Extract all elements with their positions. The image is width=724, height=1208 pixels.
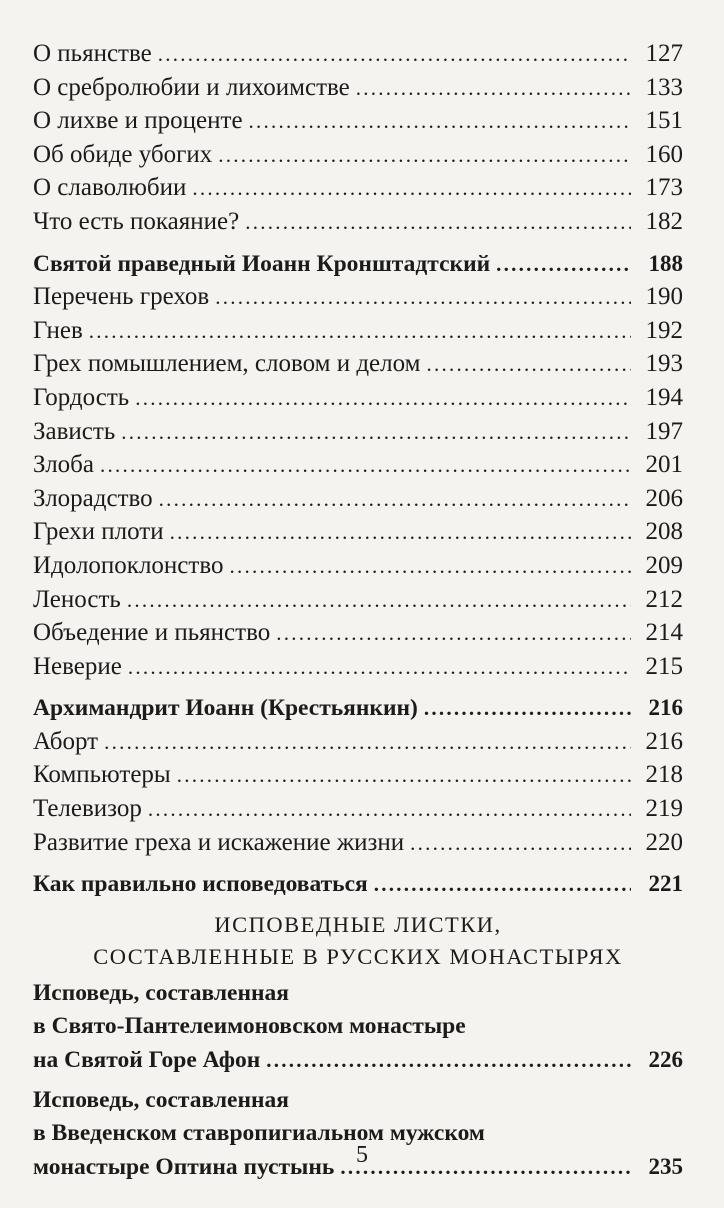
toc-entry-page: 182 <box>645 207 683 235</box>
dot-leader <box>121 416 631 450</box>
toc-entry-title: Грех помышлением, словом и делом <box>33 350 421 378</box>
toc-entry <box>33 792 683 826</box>
toc-entry <box>33 37 683 71</box>
dot-leader <box>89 315 631 349</box>
toc-entry <box>33 725 683 759</box>
dot-leader <box>496 248 631 282</box>
toc-entry-title: Грехи плоти <box>33 518 164 546</box>
toc-entry-title: Развитие греха и искажение жизни <box>33 828 405 856</box>
toc-group-b <box>33 280 683 683</box>
toc-entry-page: 208 <box>645 518 683 546</box>
dot-leader <box>374 868 631 902</box>
toc-entry-title: О пьянстве <box>33 40 152 67</box>
toc-entry-page: 173 <box>645 174 683 202</box>
toc-entry <box>33 482 683 516</box>
dot-leader <box>266 1044 631 1078</box>
toc-group-c <box>33 725 683 859</box>
toc-entry <box>33 616 683 650</box>
toc-section-last-line <box>33 1043 683 1077</box>
toc-entry-title: Злорадство <box>33 484 153 512</box>
toc-section-title-line: монастыре Оптина пустынь <box>33 1154 335 1181</box>
dot-leader <box>218 139 631 173</box>
toc-entry <box>33 71 683 105</box>
toc-section-athos <box>33 977 683 1077</box>
dot-leader <box>356 72 631 106</box>
toc-section-page: 188 <box>648 250 683 276</box>
toc-section-title: Архимандрит Иоанн (Крестьянкин) <box>33 695 418 722</box>
spacer <box>33 683 683 691</box>
toc-group-a <box>33 37 683 239</box>
dot-leader <box>424 692 631 726</box>
toc-entry-page: 194 <box>645 383 683 411</box>
toc-entry <box>33 826 683 860</box>
dot-leader <box>127 584 631 618</box>
toc-entry-page: 192 <box>645 316 683 344</box>
toc-entry-page: 215 <box>645 652 683 680</box>
toc-section-title-line: Исповедь, составленная <box>33 1087 290 1114</box>
toc-section-page: 226 <box>648 1046 683 1072</box>
toc-entry-title: Идолопоклонство <box>33 551 224 579</box>
toc-entry-title: Гнев <box>33 316 83 344</box>
toc-entry <box>33 138 683 172</box>
toc-section-page: 235 <box>648 1154 683 1180</box>
dot-leader <box>249 105 631 139</box>
dot-leader <box>276 617 631 651</box>
toc-entry-title: Аборт <box>33 727 99 755</box>
toc-entry-title: Объедение и пьянство <box>33 619 271 647</box>
toc-entry <box>33 415 683 449</box>
table-of-contents <box>33 37 683 1184</box>
toc-entry-title: О лихве и проценте <box>33 107 243 135</box>
section-heading-line: ИСПОВЕДНЫЕ ЛИСТКИ, <box>214 911 502 937</box>
dot-leader <box>229 550 631 584</box>
spacer <box>33 239 683 247</box>
toc-entry <box>33 758 683 792</box>
toc-entry-page: 219 <box>645 795 683 823</box>
toc-entry-title: Телевизор <box>33 795 142 823</box>
dot-leader <box>192 172 631 206</box>
toc-entry-title: Компьютеры <box>33 761 171 789</box>
toc-section-title-line: на Святой Горе Афон <box>33 1046 261 1073</box>
toc-entry-page: 133 <box>645 73 683 101</box>
toc-section-ioann <box>33 691 683 725</box>
toc-entry-title: Перечень грехов <box>33 283 210 311</box>
toc-section-title: Святой праведный Иоанн Кронштадтский <box>33 250 491 277</box>
dot-leader <box>158 38 631 72</box>
toc-entry <box>33 583 683 617</box>
toc-entry-page: 206 <box>645 484 683 512</box>
toc-entry-title: Леность <box>33 585 121 613</box>
toc-entry-title: Гордость <box>33 383 130 411</box>
toc-entry-title: Что есть покаяние? <box>33 207 240 235</box>
spacer <box>33 859 683 867</box>
section-heading-line: СОСТАВЛЕННЫЕ В РУССКИХ МОНАСТЫРЯХ <box>93 943 623 969</box>
toc-section-optina <box>33 1084 683 1184</box>
toc-entry-title: О сребролюбии и лихоимстве <box>33 73 350 101</box>
toc-section-title-line: в Свято-Пантелеимоновском монастыре <box>33 1012 466 1039</box>
dot-leader <box>245 206 631 240</box>
toc-entry-page: 216 <box>645 727 683 755</box>
toc-entry-title: Злоба <box>33 451 94 479</box>
dot-leader <box>177 759 631 793</box>
dot-leader <box>159 483 631 517</box>
toc-entry-title: Неверие <box>33 652 122 680</box>
toc-section-title-line: в Введенском ставропигиальном мужском <box>33 1120 485 1147</box>
toc-entry <box>33 171 683 205</box>
toc-entry-page: 151 <box>645 107 683 135</box>
toc-section-title: Как правильно исповедоваться <box>33 871 368 898</box>
toc-entry <box>33 280 683 314</box>
toc-entry <box>33 381 683 415</box>
toc-entry-title: Об обиде убогих <box>33 140 213 168</box>
toc-entry <box>33 448 683 482</box>
toc-section-title-line: Исповедь, составленная <box>33 979 290 1006</box>
toc-entry-page: 212 <box>645 585 683 613</box>
dot-leader <box>100 449 631 483</box>
toc-entry-page: 127 <box>645 40 683 67</box>
dot-leader <box>135 382 631 416</box>
toc-entry <box>33 314 683 348</box>
dot-leader <box>426 348 631 382</box>
toc-section-kronstadt <box>33 247 683 281</box>
toc-entry-page: 160 <box>645 140 683 168</box>
toc-section-page: 216 <box>648 695 683 721</box>
toc-entry-page: 209 <box>645 551 683 579</box>
dot-leader <box>170 516 631 550</box>
toc-entry-title: Зависть <box>33 417 116 445</box>
toc-entry <box>33 205 683 239</box>
toc-section-page: 221 <box>648 871 683 897</box>
section-heading <box>33 909 683 973</box>
toc-section-confess <box>33 867 683 901</box>
toc-entry <box>33 347 683 381</box>
toc-entry <box>33 104 683 138</box>
dot-leader <box>128 651 631 685</box>
dot-leader <box>104 726 631 760</box>
toc-entry-page: 220 <box>645 828 683 856</box>
dot-leader <box>410 827 631 861</box>
toc-entry <box>33 549 683 583</box>
toc-entry-page: 193 <box>645 350 683 378</box>
dot-leader <box>215 281 631 315</box>
toc-entry <box>33 650 683 684</box>
toc-entry-page: 201 <box>645 451 683 479</box>
toc-entry-title: О славолюбии <box>33 174 187 202</box>
toc-entry-page: 218 <box>645 761 683 789</box>
toc-entry <box>33 515 683 549</box>
toc-entry-page: 190 <box>645 283 683 311</box>
dot-leader <box>148 793 631 827</box>
toc-entry-page: 214 <box>645 619 683 647</box>
page-number: 5 <box>356 1142 368 1168</box>
toc-entry-page: 197 <box>645 417 683 445</box>
